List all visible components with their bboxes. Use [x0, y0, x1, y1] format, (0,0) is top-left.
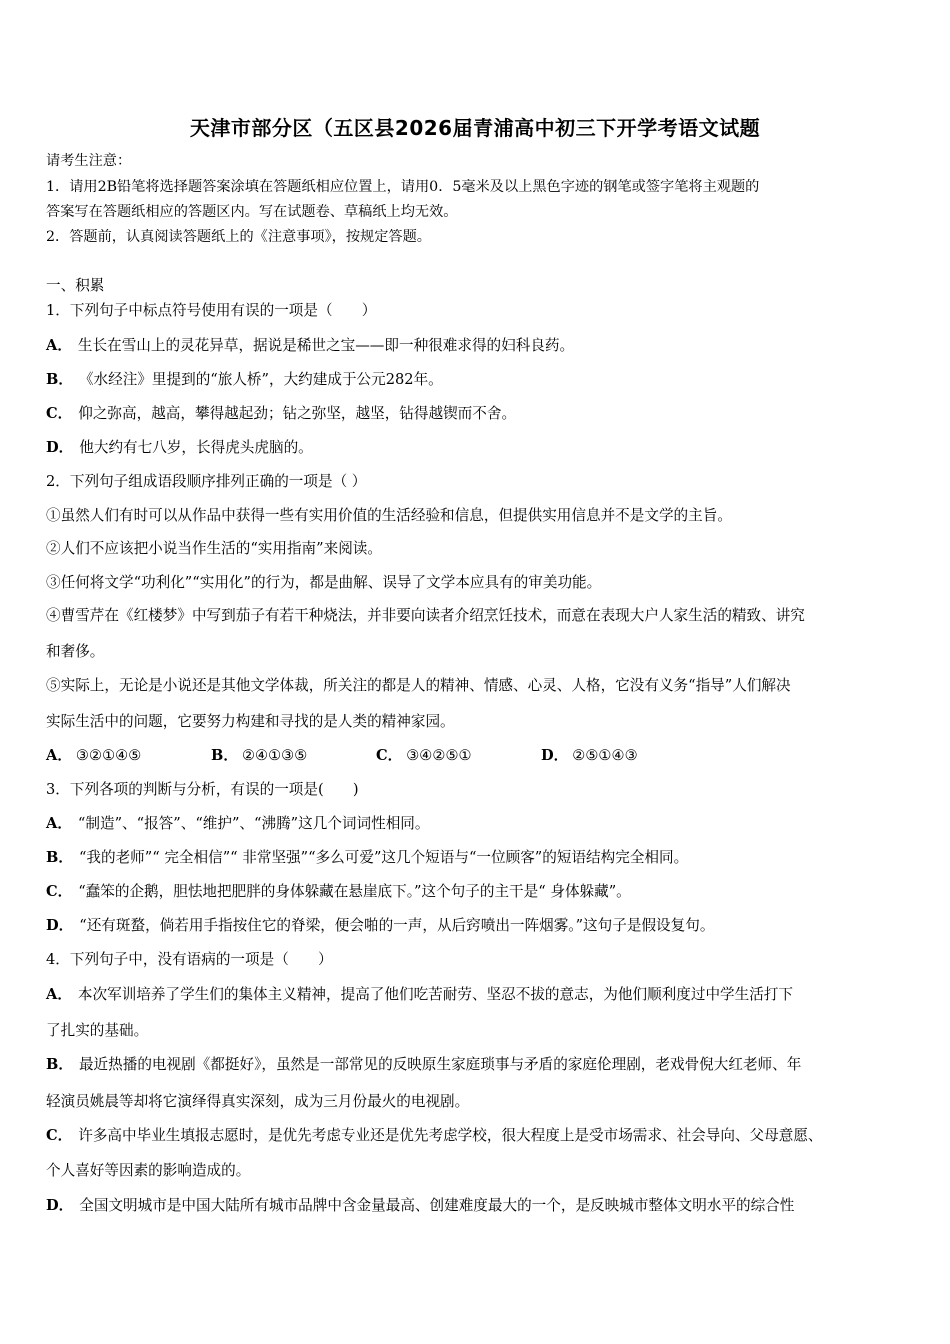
option-text: 最近热播的电视剧《都挺好》，虽然是一部常见的反映原生家庭琐事与矛盾的家庭伦理剧，老戏骨倪大红老师、年: [78, 1056, 802, 1073]
option-text: 《水经注》里提到的“旅人桥”，大约建成于公元282年。: [78, 371, 443, 388]
q2-sentence-5: ⑤实际上，无论是小说还是其他文学体裁，所关注的都是人的精神、情感、心灵、人格，它没有义务“指导”人们解决: [46, 677, 791, 694]
option-label: B．: [46, 1056, 73, 1073]
q2-sentence-1: ①虽然人们有时可以从作品中获得一些有实用价值的生活经验和信息，但提供实用信息并不是文学的主旨。: [46, 507, 732, 524]
option-label: C．: [376, 747, 403, 764]
option-text: ②④①③⑤: [241, 747, 308, 764]
option-label: C．: [46, 405, 73, 422]
section-heading: 一、积累: [46, 277, 105, 294]
option-text: 本次军训培养了学生们的集体主义精神，提高了他们吃苦耐劳、坚忍不拔的意志，为他们顺利度过中学生活打下: [77, 986, 794, 1003]
notice-line-1: 1．请用2B铅笔将选择题答案涂填在答题纸相应位置上，请用0．5毫米及以上黑色字迹的钢笔或签字笔将主观题的: [46, 179, 760, 195]
q2-choice-a: [46, 746, 211, 766]
option-text: 全国文明城市是中国大陆所有城市品牌中含金量最高、创建难度最大的一个，是反映城市整体文明水平的综合性: [79, 1197, 795, 1214]
q1-option-c: [46, 404, 516, 424]
option-text: 生长在雪山上的灵花异草，据说是稀世之宝——即一种很难求得的妇科良药。: [77, 337, 575, 354]
q2-choice-c: [376, 746, 541, 766]
q3-option-c: [46, 882, 631, 902]
option-text: 许多高中毕业生填报志愿时，是优先考虑专业还是优先考虑学校，很大程度上是受市场需求、社会导向、父母意愿、: [78, 1127, 823, 1144]
option-label: D．: [46, 917, 74, 934]
option-label: C．: [46, 883, 73, 900]
notice-line-3: 2．答题前，认真阅读答题纸上的《注意事项》，按规定答题。: [46, 229, 431, 245]
q2-sentence-4: ④曹雪芹在《红楼梦》中写到茄子有若干种烧法，并非要向读者介绍烹饪技术，而意在表现大户人家生活的精致、讲究: [46, 607, 805, 624]
option-label: A．: [46, 337, 72, 354]
notice-heading: 请考生注意：: [46, 153, 132, 169]
q1-option-a: [46, 336, 574, 356]
q3-option-d: [46, 916, 714, 936]
option-label: D．: [46, 1197, 74, 1214]
option-text: 他大约有七八岁，长得虎头虎脑的。: [79, 439, 313, 456]
q3-option-b: [46, 848, 688, 868]
q1-option-d: [46, 438, 313, 458]
q4-option-a: [46, 985, 793, 1005]
q2-choice-d: [541, 746, 638, 766]
q4-option-b-cont: 轻演员姚晨等却将它演绎得真实深刻，成为三月份最火的电视剧。: [46, 1093, 470, 1110]
option-label: B．: [211, 747, 238, 764]
option-text: ③④②⑤①: [406, 747, 472, 764]
page-title: 天津市部分区（五区县2026届青浦高中初三下开学考语文试题: [189, 116, 761, 140]
q3-stem: 3．下列各项的判断与分析，有误的一项是( ): [46, 781, 359, 798]
q2-sentence-5-cont: 实际生活中的问题，它要努力构建和寻找的是人类的精神家园。: [46, 713, 455, 730]
q4-option-b: [46, 1055, 801, 1075]
q1-stem: 1．下列句子中标点符号使用有误的一项是（ ）: [46, 302, 377, 319]
q2-sentence-2: ②人们不应该把小说当作生活的“实用指南”来阅读。: [46, 540, 382, 557]
q1-option-b: [46, 370, 443, 390]
option-label: A．: [46, 986, 72, 1003]
option-text: “蠢笨的企鹅，胆怯地把肥胖的身体躲藏在悬崖底下。”这个句子的主干是“ 身体躲藏”。: [78, 883, 631, 900]
q2-choice-b: [211, 746, 376, 766]
q4-option-c-cont: 个人喜好等因素的影响造成的。: [46, 1162, 251, 1179]
q3-option-a: [46, 814, 430, 834]
q4-stem: 4．下列句子中，没有语病的一项是（ ）: [46, 951, 333, 968]
option-text: ②⑤①④③: [572, 747, 638, 764]
option-label: D．: [46, 439, 74, 456]
q4-option-a-cont: 了扎实的基础。: [46, 1022, 149, 1039]
option-label: D．: [541, 747, 569, 764]
notice-line-2: 答案写在答题纸相应的答题区内。写在试题卷、草稿纸上均无效。: [46, 204, 458, 220]
q2-stem: 2．下列句子组成语段顺序排列正确的一项是（ ）: [46, 473, 367, 490]
option-label: C．: [46, 1127, 73, 1144]
option-text: “我的老师”“ 完全相信”“ 非常坚强”“多么可爱”这几个短语与“一位顾客”的短语结构完全相同。: [78, 849, 689, 866]
q2-sentence-3: ③任何将文学“功利化”“实用化”的行为，都是曲解、误导了文学本应具有的审美功能。: [46, 574, 602, 591]
q4-option-d: [46, 1196, 794, 1216]
option-text: ③②①④⑤: [75, 747, 142, 764]
option-label: A．: [46, 815, 72, 832]
option-text: “制造”、“报答”、“维护”、“沸腾”这几个词词性相同。: [77, 815, 430, 832]
option-label: B．: [46, 371, 73, 388]
q2-choices: [46, 746, 638, 766]
option-text: “还有斑蝥，倘若用手指按住它的脊梁，便会啪的一声，从后窍喷出一阵烟雾。”这句子是假设复句。: [79, 917, 715, 934]
option-label: B．: [46, 849, 73, 866]
q4-option-c: [46, 1126, 823, 1146]
option-text: 仰之弥高，越高，攀得越起劲；钻之弥坚，越坚，钻得越锲而不舍。: [78, 405, 517, 422]
option-label: A．: [46, 747, 72, 764]
q2-sentence-4-cont: 和奢侈。: [46, 643, 105, 660]
